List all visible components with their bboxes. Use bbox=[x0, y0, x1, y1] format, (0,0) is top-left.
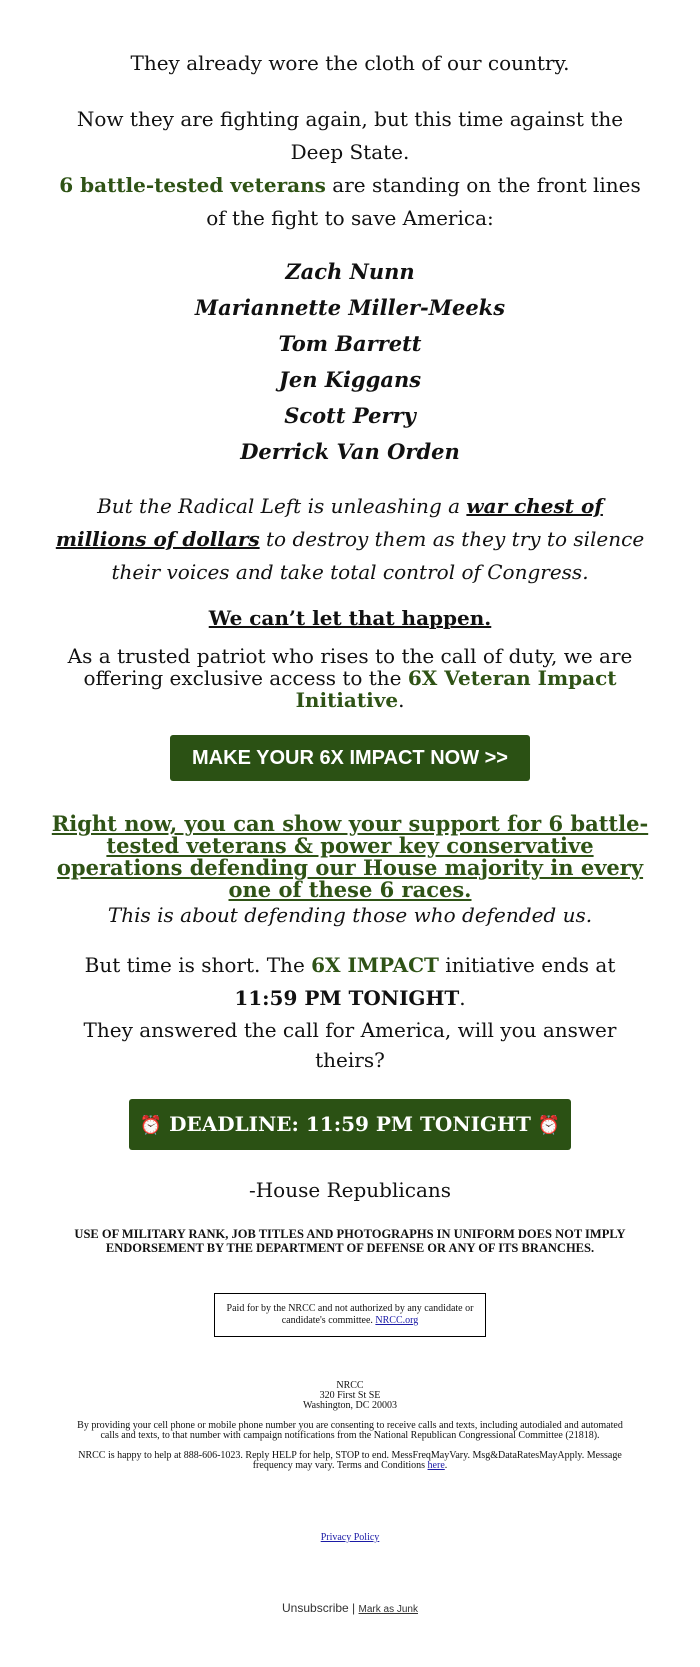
initiative-highlight: 6X Veteran Impact Initiative bbox=[295, 666, 617, 712]
alarm-clock-icon: ⏰ bbox=[139, 1115, 163, 1136]
paid-for-box: Paid for by the NRCC and not authorized by any candidate or candidate's committee. NRCC.org bbox=[214, 1293, 486, 1337]
deadline-bold: 11:59 PM TONIGHT bbox=[234, 986, 460, 1010]
alarm-clock-icon: ⏰ bbox=[537, 1115, 561, 1136]
intro-line-1: They already wore the cloth of our country. bbox=[130, 51, 570, 75]
deadline-button-label: DEADLINE: 11:59 PM TONIGHT bbox=[169, 1112, 531, 1136]
help-text: NRCC is happy to help at 888-606-1023. Reply HELP for help, STOP to end. MessFreqMayVary. Msg&DataRatesMayApply. Message frequency may vary. Terms and Conditions here. bbox=[78, 1450, 622, 1471]
veteran-name: Scott Perry bbox=[284, 403, 416, 428]
mark-as-junk-link[interactable]: Mark as Junk bbox=[358, 1604, 418, 1615]
dod-disclaimer: USE OF MILITARY RANK, JOB TITLES AND PHOTOGRAPHS IN UNIFORM DOES NOT IMPLY ENDORSEMENT BY THE DEPARTMENT OF DEFENSE OR ANY OF ITS BRANCHES. bbox=[74, 1227, 626, 1255]
veteran-name: Zach Nunn bbox=[285, 259, 415, 284]
nrcc-link[interactable]: NRCC.org bbox=[375, 1315, 419, 1326]
address-block bbox=[50, 1381, 650, 1411]
deadline-button[interactable] bbox=[129, 1099, 571, 1150]
veterans-highlight: 6 battle-tested veterans bbox=[59, 173, 326, 197]
veteran-name: Derrick Van Orden bbox=[240, 439, 460, 464]
veteran-name: Tom Barrett bbox=[278, 331, 422, 356]
war-chest-link[interactable]: war chest of millions of dollars bbox=[55, 494, 603, 551]
veteran-list bbox=[50, 254, 650, 470]
radical-left-paragraph: But the Radical Left is unleashing a war chest of millions of dollars to destroy them as they try to silence their voices and take total control of Congress. bbox=[55, 494, 645, 584]
defending-line: This is about defending those who defended us. bbox=[107, 903, 593, 927]
address-name: NRCC bbox=[336, 1380, 364, 1391]
consent-text: By providing your cell phone or mobile phone number you are consenting to receive calls and texts, including autodialed and automated calls and texts, to that number with campaign notifications from the National Republican Congressional Committee (21818). bbox=[77, 1420, 623, 1441]
make-impact-button[interactable]: MAKE YOUR 6X IMPACT NOW >> bbox=[170, 735, 530, 781]
privacy-policy-link[interactable]: Privacy Policy bbox=[320, 1532, 380, 1543]
answered-line: They answered the call for America, will you answer theirs? bbox=[83, 1018, 617, 1072]
address-city: Washington, DC 20003 bbox=[303, 1400, 397, 1411]
support-paragraph bbox=[50, 813, 650, 901]
signoff: -House Republicans bbox=[248, 1178, 452, 1202]
intro-line-3-rest: are standing on the front lines of the fight to save America: bbox=[206, 173, 641, 230]
veteran-name: Jen Kiggans bbox=[278, 367, 422, 392]
veteran-name: Mariannette Miller-Meeks bbox=[194, 295, 506, 320]
cant-let-heading: We can’t let that happen. bbox=[208, 606, 492, 630]
terms-link[interactable]: here bbox=[427, 1460, 445, 1471]
intro-line-3 bbox=[50, 169, 650, 235]
privacy-row bbox=[50, 1533, 650, 1543]
support-link[interactable]: Right now, you can show your support for 6 battle-tested veterans & power key conservative operations defending our House majority in every one of these 6 races. bbox=[51, 811, 649, 902]
email-body bbox=[50, 0, 650, 1615]
address-street: 320 First St SE bbox=[319, 1390, 381, 1401]
unsubscribe-row: Unsubscribe | Mark as Junk bbox=[282, 1601, 418, 1615]
impact-highlight: 6X IMPACT bbox=[311, 953, 439, 977]
trusted-patriot-paragraph: As a trusted patriot who rises to the call of duty, we are offering exclusive access to the 6X Veteran Impact Initiative. bbox=[67, 644, 633, 712]
time-short-paragraph: But time is short. The 6X IMPACT initiative ends at 11:59 PM TONIGHT. bbox=[84, 953, 616, 1010]
intro-line-2: Now they are fighting again, but this time against the Deep State. bbox=[76, 107, 624, 164]
unsubscribe-link[interactable]: Unsubscribe bbox=[282, 1601, 349, 1615]
